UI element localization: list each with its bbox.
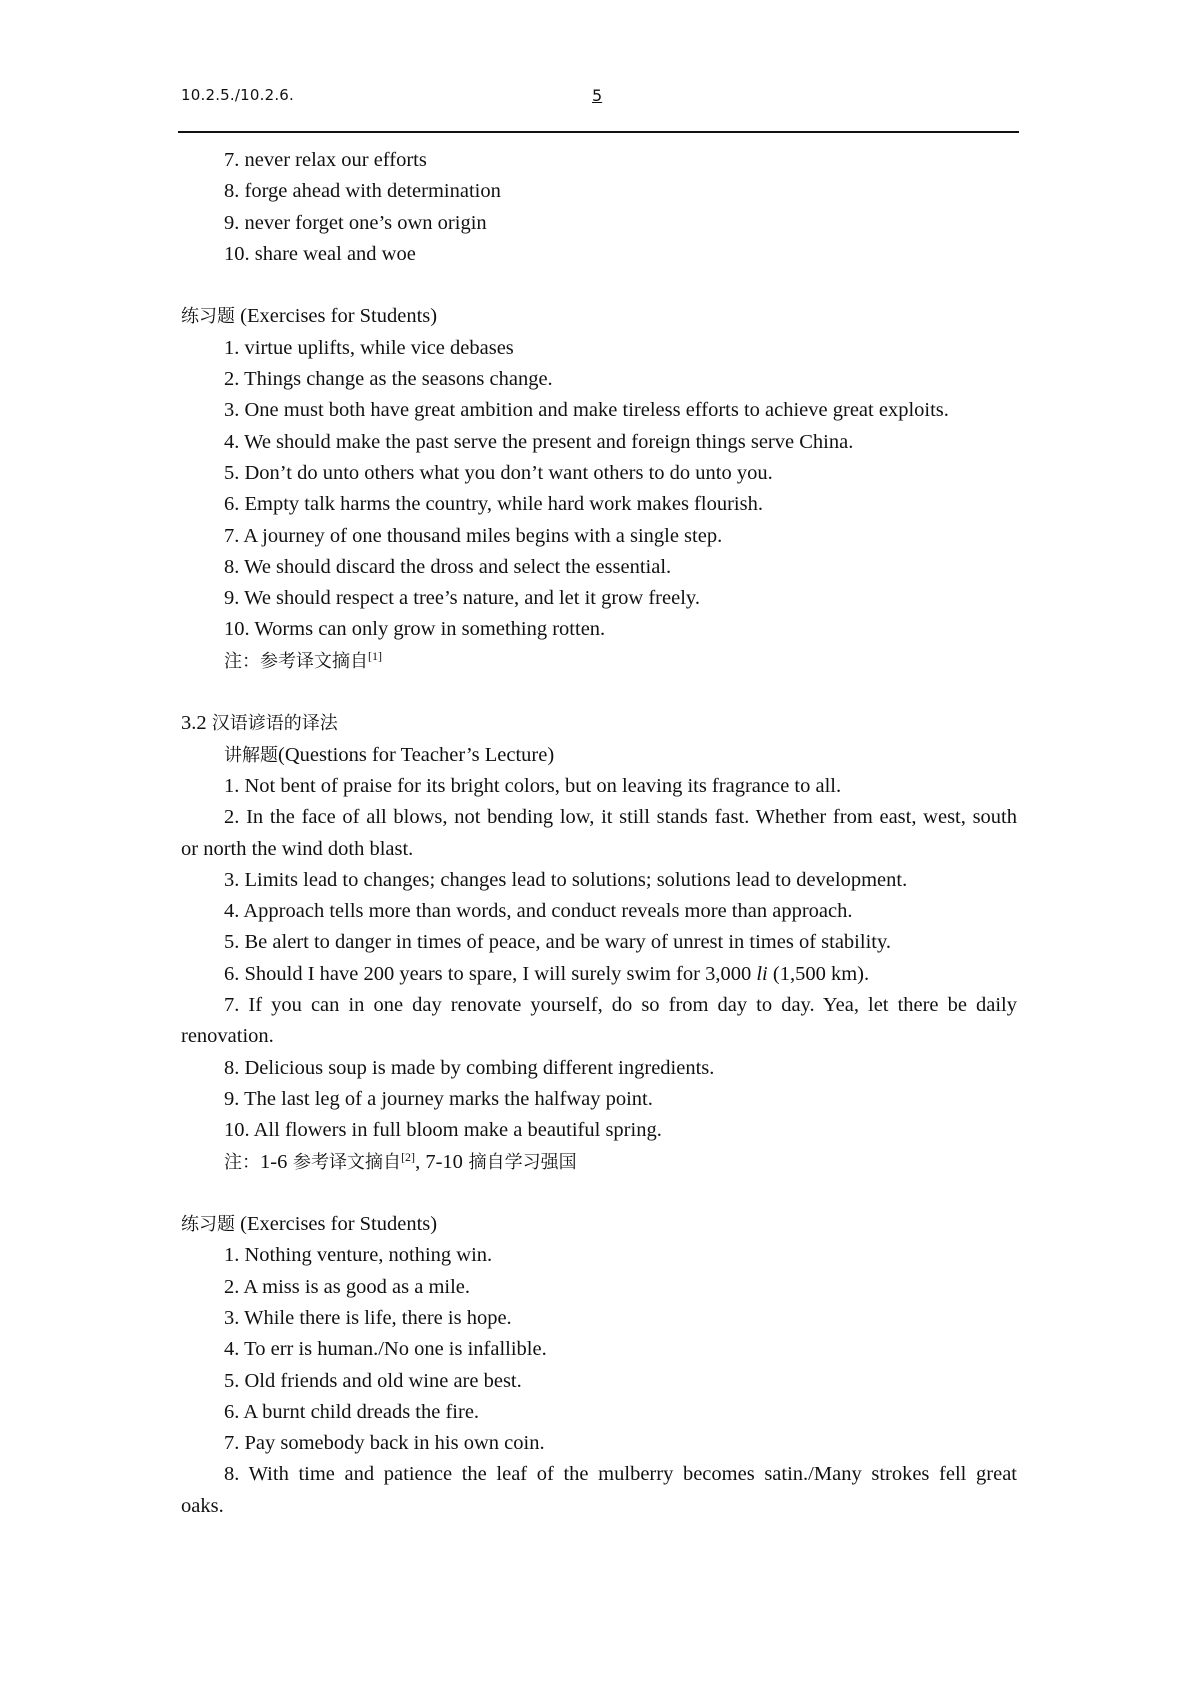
list-item: 7. never relax our efforts	[224, 149, 427, 171]
list-item: 10. All flowers in full bloom make a beautiful spring.	[224, 1119, 662, 1142]
section-heading: 3.2 汉语谚语的译法	[181, 712, 338, 735]
list-item: 6. A burnt child dreads the fire.	[224, 1400, 480, 1423]
list-item-continuation: oaks.	[181, 1494, 224, 1517]
list-item: 6. Empty talk harms the country, while hard work makes flourish.	[224, 493, 763, 516]
page-body	[181, 145, 1017, 1522]
list-item: 9. We should respect a tree’s nature, and let it grow freely.	[224, 587, 700, 610]
list-item-continuation: renovation.	[181, 1025, 274, 1048]
list-item: 9. The last leg of a journey marks the halfway point.	[224, 1087, 653, 1110]
list-item: 2. A miss is as good as a mile.	[224, 1275, 470, 1298]
list-item: 5. Old friends and old wine are best.	[224, 1369, 522, 1392]
exercises-heading: 练习题 (Exercises for Students)	[181, 305, 438, 328]
list-item: 2. In the face of all blows, not bending low, it still stands fast. Whether from east, west, south	[224, 806, 1017, 829]
list-item: 4. To err is human./No one is infallible.	[224, 1338, 547, 1361]
exercises-heading: 练习题 (Exercises for Students)	[181, 1213, 438, 1236]
list-item: 9. never forget one’s own origin	[224, 211, 487, 234]
list-item: 10. Worms can only grow in something rotten.	[224, 618, 606, 641]
list-item-continuation: or north the wind doth blast.	[181, 837, 414, 860]
list-item: 8. forge ahead with determination	[224, 180, 501, 203]
list-item: 3. One must both have great ambition and make tireless efforts to achieve great exploits.	[224, 399, 949, 422]
citation-ref[interactable]: [1]	[368, 648, 382, 663]
list-item: 10. share weal and woe	[224, 242, 416, 265]
header-rule	[178, 131, 1019, 133]
list-item: 7. Pay somebody back in his own coin.	[224, 1432, 545, 1455]
running-header: 10.2.5./10.2.6.	[181, 86, 295, 104]
list-item: 7. A journey of one thousand miles begins with a single step.	[224, 524, 723, 547]
lecture-heading: 讲解题(Questions for Teacher’s Lecture)	[224, 743, 555, 766]
source-note: 注：1-6 参考译文摘自[2], 7-10 摘自学习强国	[224, 1149, 577, 1173]
list-item: 8. We should discard the dross and select the essential.	[224, 555, 672, 578]
list-item: 7. If you can in one day renovate yourself, do so from day to day. Yea, let there be daily	[224, 994, 1017, 1017]
list-item: 8. With time and patience the leaf of the mulberry becomes satin./Many strokes fell great	[224, 1463, 1017, 1486]
list-item: 8. Delicious soup is made by combing different ingredients.	[224, 1056, 715, 1079]
list-item: 3. Limits lead to changes; changes lead to solutions; solutions lead to development.	[224, 868, 908, 891]
list-item: 1. virtue uplifts, while vice debases	[224, 336, 514, 359]
source-note: 注：参考译文摘自[1]	[224, 648, 382, 672]
list-item: 5. Be alert to danger in times of peace, and be wary of unrest in times of stability.	[224, 931, 892, 954]
list-item: 6. Should I have 200 years to spare, I will surely swim for 3,000 li (1,500 km).	[224, 962, 870, 985]
list-item: 4. We should make the past serve the present and foreign things serve China.	[224, 430, 854, 453]
list-item: 3. While there is life, there is hope.	[224, 1306, 512, 1329]
list-item: 4. Approach tells more than words, and conduct reveals more than approach.	[224, 900, 853, 923]
citation-ref[interactable]: [2]	[401, 1149, 416, 1164]
page-number: 5	[592, 86, 603, 105]
list-item: 1. Nothing venture, nothing win.	[224, 1244, 493, 1267]
list-item: 2. Things change as the seasons change.	[224, 368, 553, 391]
list-item: 1. Not bent of praise for its bright colors, but on leaving its fragrance to all.	[224, 774, 842, 797]
list-item: 5. Don’t do unto others what you don’t want others to do unto you.	[224, 461, 773, 484]
